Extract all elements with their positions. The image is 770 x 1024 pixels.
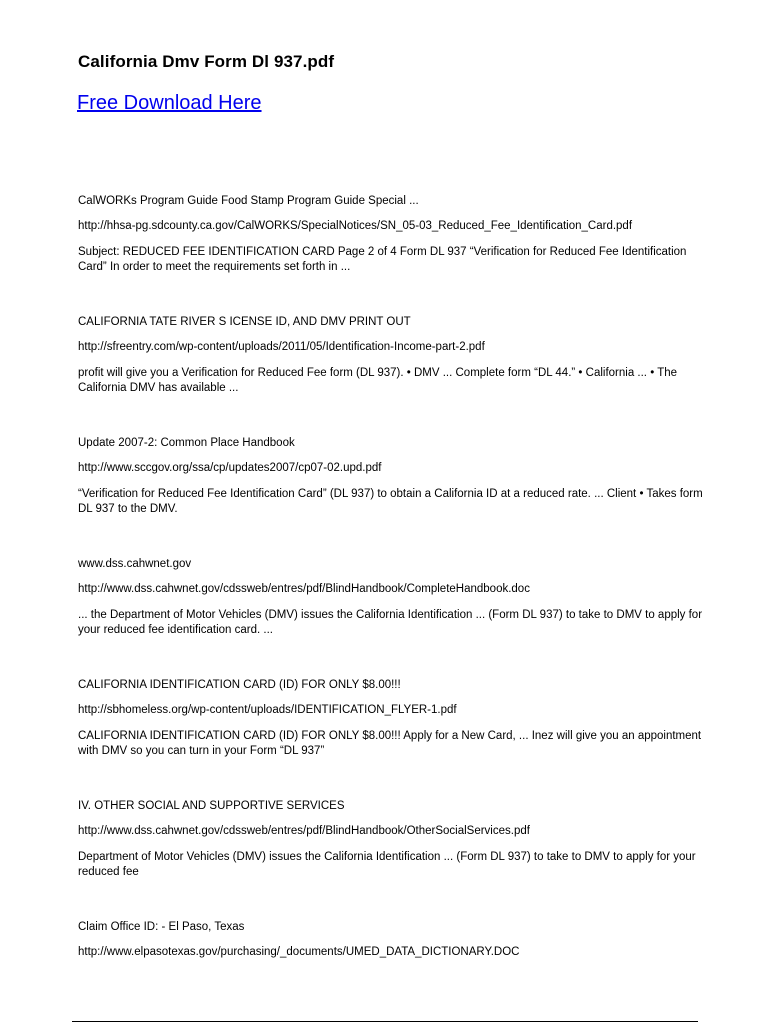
- result-item: [78, 920, 714, 960]
- result-url: http://www.dss.cahwnet.gov/cdssweb/entres/pdf/BlindHandbook/OtherSocialServices.pdf: [78, 825, 530, 837]
- results-list: [78, 194, 714, 971]
- footer-divider: [72, 1021, 698, 1022]
- result-item: [78, 799, 714, 880]
- result-title: CALIFORNIA TATE RIVER S ICENSE ID, AND DMV PRINT OUT: [78, 316, 411, 328]
- result-url: http://hhsa-pg.sdcounty.ca.gov/CalWORKS/SpecialNotices/SN_05-03_Reduced_Fee_Identification_Card.pdf: [78, 220, 633, 232]
- result-url: http://sfreentry.com/wp-content/uploads/2011/05/Identification-Income-part-2.pdf: [78, 341, 485, 353]
- result-snippet: CALIFORNIA IDENTIFICATION CARD (ID) FOR ONLY $8.00!!! Apply for a New Card, ... Inez will give you an appointment with DMV so you can turn in your Form “DL 937”: [78, 730, 702, 757]
- result-item: [78, 678, 714, 759]
- result-item: [78, 194, 714, 275]
- result-title: www.dss.cahwnet.gov: [78, 558, 192, 570]
- result-item: [78, 557, 714, 638]
- result-title: Claim Office ID: - El Paso, Texas: [78, 921, 245, 933]
- result-url: http://www.dss.cahwnet.gov/cdssweb/entres/pdf/BlindHandbook/CompleteHandbook.doc: [78, 583, 530, 595]
- result-title: CalWORKs Program Guide Food Stamp Program Guide Special ...: [78, 195, 419, 207]
- free-download-link[interactable]: Free Download Here: [77, 92, 262, 114]
- result-title: Update 2007-2: Common Place Handbook: [78, 437, 295, 449]
- result-snippet: Department of Motor Vehicles (DMV) issues the California Identification ... (Form DL 937) to take to DMV to apply for your reduced fee: [78, 851, 696, 878]
- result-url: http://www.sccgov.org/ssa/cp/updates2007/cp07-02.upd.pdf: [78, 462, 382, 474]
- result-snippet: “Verification for Reduced Fee Identification Card” (DL 937) to obtain a California ID at a reduced rate. ... Client • Takes form DL 937 to the DMV.: [78, 488, 703, 515]
- result-item: [78, 315, 714, 396]
- result-url: http://www.elpasotexas.gov/purchasing/_documents/UMED_DATA_DICTIONARY.DOC: [78, 946, 520, 958]
- result-title: IV. OTHER SOCIAL AND SUPPORTIVE SERVICES: [78, 800, 345, 812]
- document-title: California Dmv Form Dl 937.pdf: [78, 52, 335, 71]
- result-snippet: ... the Department of Motor Vehicles (DMV) issues the California Identification ... (Form DL 937) to take to DMV to apply for your reduced fee identification card. ...: [78, 609, 703, 636]
- result-item: [78, 436, 714, 517]
- result-title: CALIFORNIA IDENTIFICATION CARD (ID) FOR ONLY $8.00!!!: [78, 679, 401, 691]
- result-snippet: Subject: REDUCED FEE IDENTIFICATION CARD Page 2 of 4 Form DL 937 “Verification for Reduced Fee Identification Card” In order to meet the requirements set forth in ...: [78, 246, 687, 273]
- result-url: http://sbhomeless.org/wp-content/uploads/IDENTIFICATION_FLYER-1.pdf: [78, 704, 457, 716]
- result-snippet: profit will give you a Verification for Reduced Fee form (DL 937). • DMV ... Complete form “DL 44.” • California ... • The California DMV has available ...: [78, 367, 678, 394]
